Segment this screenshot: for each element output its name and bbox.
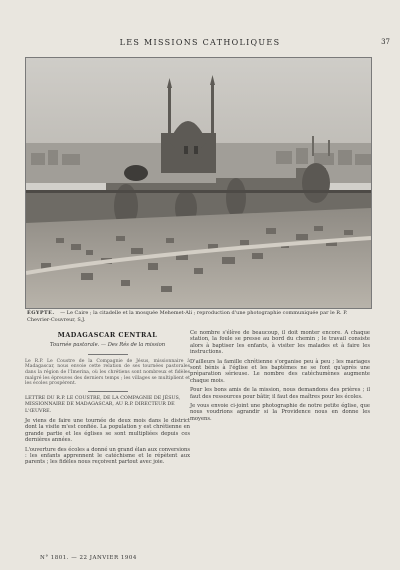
photo-caption (27, 310, 370, 323)
paragraph: Ce nombre s'élève de beaucoup, il doit monter encore. A chaque station, la foule se presse au bord du chemin ; le travail consiste alors à baptiser les enfants, à visiter les malades et à faire les instructions. (190, 330, 370, 356)
intro-paragraph: Le R.P. Le Coustre de la Compagnie de Jésus, missionnaire à Madagascar, nous envoie cette relation de ses tournées pastorales dans la région de l'Imerina, où les chrétiens sont nombreux et fidèles malgré les épreuves des derniers temps ; les villages se multiplient et les écoles prospèrent. (25, 358, 190, 387)
paragraph: Pour les bons amis de la mission, nous demandons des prières ; il faut des ressources pour bâtir, il faut des maîtres pour les écoles. (190, 387, 370, 400)
photograph (25, 57, 372, 309)
paragraph: L'ouverture des écoles a donné un grand élan aux conversions : les enfants apprennent le catéchisme et le répètent aux parents ; les fidèles nous reçoivent partout avec joie. (25, 446, 190, 466)
divider (88, 354, 128, 355)
caption-tag: ÉGYPTE. (27, 310, 55, 316)
paragraph: Je viens de faire une tournée de deux mois dans le district dont la visite m'est confiée. La population y est chrétienne en grande partie et les églises se sont multipliées depuis ces dernières années. (25, 418, 190, 444)
divider (88, 391, 128, 392)
paragraph: D'ailleurs la famille chrétienne s'organise peu à peu ; les mariages sont bénis à l'église et les baptêmes ne se font qu'après une préparation sérieuse. Le nombre des catéchumènes augmente chaque mois. (190, 358, 370, 384)
left-column (25, 330, 190, 469)
page-number: 37 (381, 38, 390, 46)
running-head: LES MISSIONS CATHOLIQUES (119, 38, 281, 47)
right-column (190, 330, 370, 425)
letter-heading: LETTRE DU R.P. LE COUSTRE, DE LA COMPAGNIE DE JÉSUS, MISSIONNAIRE DE MADAGASCAR, AU R.P. DIRECTEUR DE L'ŒUVRE. (25, 395, 181, 414)
caption-text: — Le Caire ; la citadelle et la mosquée Mehemet-Ali ; reproduction d'une photographie communiquée par le R. P. Chevrier-Couvreur, S.J. (27, 310, 348, 323)
paragraph: Je vous envoie ci-joint une photographie de notre petite église, que nous voudrions agrandir si la Providence nous en donne les moyens. (190, 403, 370, 422)
section-subtitle: Tournée pastorale. — Des Rés de la mission (49, 342, 166, 349)
issue-footer: N° 1801. — 22 JANVIER 1904 (40, 555, 137, 561)
section-title: MADAGASCAR CENTRAL (57, 331, 158, 339)
cairo-citadel-photo (26, 58, 371, 308)
